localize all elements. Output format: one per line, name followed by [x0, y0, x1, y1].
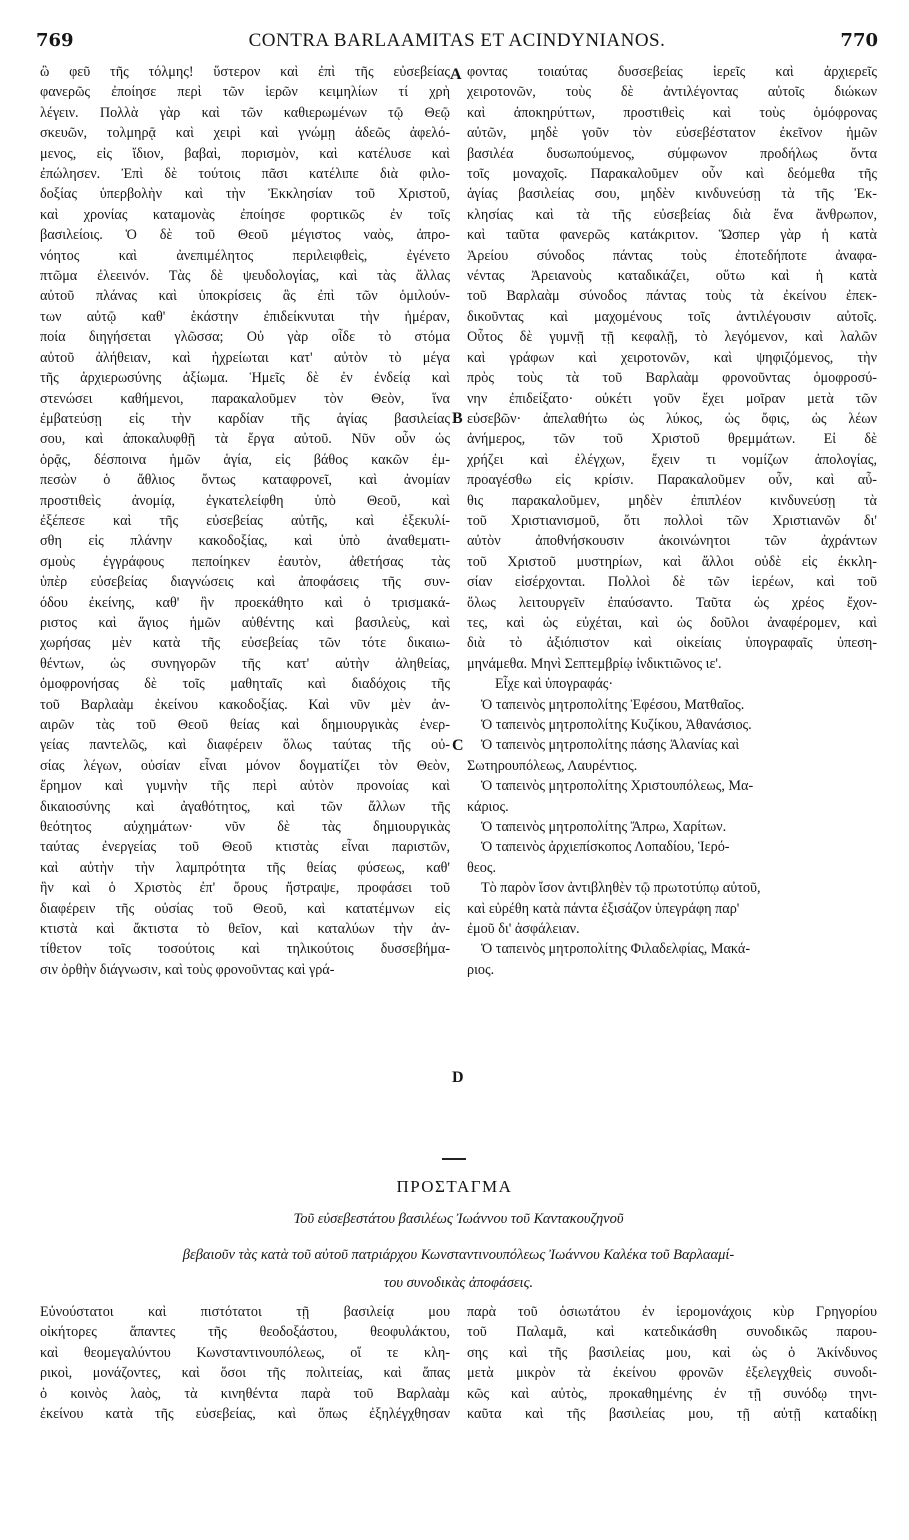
- text-line: Εὐνούστατοι καὶ πιστότατοι τῇ βασιλείᾳ μου: [40, 1304, 450, 1320]
- text-line: ρικοὶ, μονάζοντες, καὶ ὅσοι τῆς πολιτείας, καὶ ἅπας: [40, 1365, 450, 1382]
- text-line: δοξίας ὑπερβολὴν καὶ τὴν Ἐκκλησίαν τοῦ Χριστοῦ,: [40, 186, 450, 203]
- text-line: βασιλείοις. Ὁ δὲ τοῦ Θεοῦ μέγιστος ναὸς, ἀπρο-: [40, 227, 450, 244]
- text-line: ἐμβατεύσῃ εἰς τὴν καρδίαν τῆς ἁγίας βασιλείας: [40, 410, 450, 427]
- text-line: καὶ αὐτὴν τὴν λαμπρότητα τῆς θείας φύσεως, καθ': [40, 859, 450, 876]
- text-line: τοῦ Χριστιανισμοῦ, ὅτι πολλοὶ τῶν Χριστιανῶν δι': [467, 512, 877, 529]
- signature-line: θεος.: [467, 859, 497, 876]
- section-subtitle-3: του συνοδικὰς ἀποφάσεις.: [383, 1275, 534, 1291]
- section-title: ΠΡΟΣΤΑΓΜΑ: [396, 1177, 513, 1196]
- section-subtitle-1: Τοῦ εὐσεβεστάτου βασιλέως Ἰωάννου τοῦ Καντακουζηνοῦ: [293, 1211, 624, 1227]
- text-line: πεσὼν ὁ ἄθλιος ὄντως καταφρονεῖ, καὶ ἀνομίαν: [40, 472, 450, 489]
- text-line: σκευῶν, τολμηρᾷ καὶ χειρὶ καὶ γνώμῃ ἀδεῶς ἀφελό-: [40, 125, 450, 142]
- margin-letter-d: D: [452, 1069, 464, 1086]
- text-line: σθη εἰς πλάνην κακοδοξίας, καὶ ὑπὸ ἀναθεματι-: [40, 533, 450, 550]
- text-line: νην ἐπιδείξατο· οὐκέτι γοῦν ἔχει μοῖραν μετὰ τῶν: [467, 390, 877, 407]
- signature-line: Ὁ ταπεινὸς μητροπολίτης Φιλαδελφίας, Μακά-: [481, 941, 751, 958]
- text-line: πτῶμα ἐλεεινόν. Τὰς δὲ ψευδολογίας, καὶ τὰς ἄλλας: [40, 268, 450, 285]
- text-line: κῶς καὶ αὐτὸς, προκαθημένης ἐν τῇ συνόδῳ τηνι-: [467, 1385, 877, 1402]
- right-column-text: [467, 62, 877, 980]
- text-line: πρὸς τοὺς τὰ τοῦ Βαρλαὰμ φρονοῦντας ὁμοφροσύ-: [467, 370, 877, 387]
- margin-letter-a: A: [450, 66, 462, 83]
- text-line: θεότητος αὐχημάτων· νῦν δὲ τὰς δημιουργικὰς: [40, 819, 450, 836]
- text-line: τες, καὶ ὡς εὐχέται, καὶ ὡς δοῦλοι ἀναφέρομεν, καὶ: [467, 614, 877, 631]
- text-line: παρὰ τοῦ ὁσιωτάτου ἐν ἱερομονάχοις κὺρ Γρηγορίου: [467, 1304, 877, 1320]
- text-line: θέντων, ὡς συνηγορῶν τῆς κατ' αὐτὴν ἀληθείας,: [40, 655, 450, 672]
- signature-line: Ὁ ταπεινὸς μητροπολίτης Χριστουπόλεως, Μα-: [481, 778, 754, 795]
- text-line: νόητος καὶ ἀνεπιμέλητος περιλειφθεὶς, ἐγένετο: [40, 247, 450, 264]
- text-line: σίαν εἰσέρχονται. Πολλοὶ δὲ τῶν ἱερέων, καὶ τοῦ: [467, 574, 877, 591]
- text-line: τοῦ Παλαμᾶ, καὶ κατεδικάσθη συνοδικῶς παρου-: [467, 1324, 877, 1341]
- margin-letter-b: B: [452, 410, 463, 427]
- signatures-intro: Εἶχε καὶ ὑπογραφάς·: [495, 676, 614, 693]
- text-line: θις παρακαλοῦμεν, μηδὲν ἐπιπλέον κινδυνεύσῃ τὰ: [467, 492, 877, 509]
- text-line: όδου ἐκείνης, καθ' ἣν προεκάθητο καὶ ὁ τρισμακά-: [40, 594, 450, 611]
- text-line: ἁγίας βασιλείας σου, μηδὲν κινδυνεύσῃ τὰ τῆς Ἐκ-: [467, 186, 877, 203]
- text-line: σης καὶ τῆς βασιλείας μου, καὶ ὡς ὁ Ἀκίνδυνος: [467, 1344, 877, 1361]
- text-line: αὐτὸν ἀποθνήσκουσιν ἀκοινώνητοι τῶν ἀχράντων: [467, 533, 877, 550]
- text-line: φανερῶς ἐποίησε περὶ τῶν ἱερῶν κειμηλίων τί χρὴ: [40, 84, 450, 101]
- text-line: αιρῶν τὰς τοῦ Θεοῦ θείας καὶ δημιουργικὰς ἐνερ-: [40, 717, 450, 733]
- text-line: τίθετον τοῖς τοσούτοις καὶ τηλικούτοις δυσσεβήμα-: [40, 941, 450, 958]
- text-line: τοῦ Βαρλαὰμ σύνοδος πάντας τοὺς τὰ ἐκείνου ἐπεκ-: [467, 288, 877, 305]
- text-line: γείας παντελῶς, καὶ διαφέρειν ὅλως ταύτας τῆς οὐ-: [40, 737, 450, 754]
- text-line: καὶ θεομεγαλύντου Κωνσταντινουπόλεως, οἵ τε κλη-: [40, 1344, 450, 1361]
- text-line: προστιθεὶς ἀνομίᾳ, ἐγκατελείφθη ὑπὸ Θεοῦ, καὶ: [40, 492, 450, 509]
- text-line: ἔρημον καὶ γυμνὴν τῆς περὶ αὐτὸν προνοίας καὶ: [40, 778, 450, 795]
- bottom-left-column: [40, 1302, 450, 1424]
- section-divider: [442, 1158, 466, 1160]
- text-line: ἐξέπεσε καὶ τῆς εὐσεβείας αὐτῆς, καὶ ἐξεκυλί-: [40, 512, 450, 529]
- text-line: χρήζει καὶ ἐλέγχων, ἔχειν τι νομίζων ἀπολογίας,: [467, 451, 877, 468]
- signature-line: Ὁ ταπεινὸς μητροπολίτης Κυζίκου, Ἀθανάσιος.: [481, 717, 752, 733]
- text-line: μετὰ μικρὸν τὰ ἐκείνου φρονῶν ἐξελεγχθεὶς συνοδι-: [467, 1365, 877, 1382]
- page-number-right: 770: [840, 30, 878, 51]
- text-line: ριστος καὶ ἅγιος ἡμῶν αὐθέντης καὶ βασιλεὺς, καὶ: [40, 614, 450, 631]
- text-line: ὑπὲρ εὐσεβείας διαγνώσεις καὶ ἀποφάσεις τῆς συν-: [40, 574, 450, 591]
- signature-line: Τὸ παρὸν ἴσον ἀντιβληθὲν τῷ πρωτοτύπῳ αὐτοῦ,: [481, 880, 761, 897]
- text-line: τοῖς μοναχοῖς. Παρακαλοῦμεν οὖν καὶ δεόμεθα τῆς: [467, 166, 877, 183]
- text-line: καὶ ταῦτα φανερῶς κατάκριτον. Ὥσπερ γὰρ ἡ κατὰ: [467, 227, 877, 244]
- signature-line: Ὁ ταπεινὸς ἀρχιεπίσκοπος Λοπαδίου, Ἱερό-: [481, 839, 730, 856]
- text-line: των αὐτῷ καθ' ἑκάστην ἐπιδείκνυται τὴν ἡμέραν,: [40, 308, 450, 325]
- text-line: ὢ φεῦ τῆς τόλμης! ὕστερον καὶ ἐπὶ τῆς εὐσεβείας: [40, 64, 450, 80]
- running-title: CONTRA BARLAAMITAS ET ACINDYNIANOS.: [248, 30, 666, 51]
- text-line: αὐτῶν, μηδὲ γοῦν τὸν εὐσεβέστατον ἐκεῖνον ἡμῶν: [467, 125, 877, 142]
- text-line: βασιλέα δυσωπούμενος, σύμφωνον προδήλως ὄντα: [467, 145, 877, 162]
- text-line: δικαιοσύνης καὶ ἀγαθότητος, καὶ τῶν ἄλλων τῆς: [40, 798, 450, 815]
- signature-line: καὶ εὑρέθη κατὰ πάντα ἐξισάζον ὑπεγράφη παρ': [467, 900, 740, 917]
- section-subtitle-2: βεβαιοῦν τὰς κατὰ τοῦ αὐτοῦ πατριάρχου Κωνσταντινουπόλεως Ἰωάννου Καλέκα τοῦ Βαρλααμί-: [182, 1247, 735, 1263]
- text-line: στενώσει καθήμενοι, παρακαλοῦμεν τὸν Θεὸν, ἵνα: [40, 390, 450, 407]
- text-line: καὶ γράφων καὶ χειροτονῶν, καὶ ψηφιζόμενος, τὴν: [467, 349, 877, 366]
- text-line: τοῦ Χριστοῦ μυστηρίων, καὶ ἄλλοι οὐδὲ εἰς ἐκκλη-: [467, 553, 877, 570]
- text-line: διαφέρειν τῆς οὐσίας τοῦ Θεοῦ, καὶ κατατέμνων εἰς: [40, 900, 450, 917]
- signature-line: ἐμοῦ δι' ἀσφάλειαν.: [467, 921, 580, 938]
- text-line: αὐτοῦ ἀλήθειαν, καὶ ἠχρείωται κατ' αὐτὸν τὸ μέγα: [40, 349, 450, 366]
- signature-line: Ὁ ταπεινὸς μητροπολίτης Ἄπρω, Χαρίτων.: [481, 819, 727, 836]
- text-line: καὶ χρονίας καταμονὰς ἐποίησε φορτικῶς ἐν τοῖς: [40, 206, 450, 223]
- text-line: καὶ ἀποκηρύττων, προστιθεὶς καὶ τοὺς ὁμόφρονας: [467, 104, 877, 121]
- text-line: μηνάμεθα. Μηνὶ Σεπτεμβρίῳ ἰνδικτιῶνος ιε'.: [467, 655, 722, 672]
- signature-line: Ὁ ταπεινὸς μητροπολίτης Ἐφέσου, Ματθαῖος.: [481, 696, 745, 713]
- text-line: φοντας τοιαύτας δυσσεβείας ἱερεῖς καὶ ἀρχιερεῖς: [467, 64, 877, 80]
- left-column-text: [40, 62, 450, 980]
- text-line: εὐσεβῶν· ἀπελαθήτω ὡς λύκος, ὡς ὄφις, ὡς λέων: [467, 410, 877, 427]
- text-line: ἐκείνου κατὰ τῆς εὐσεβείας, καὶ ὅπως ἐξηλέγχθησαν: [40, 1406, 450, 1423]
- text-line: χειροτονῶν, τοὺς δὲ ἀντιλέγοντας αὐτοῖς διώκων: [467, 84, 877, 101]
- text-line: τοῦ Βαρλαὰμ ἐκείνου κακοδοξίας. Καὶ νῦν μὲν ἀν-: [40, 696, 450, 713]
- text-line: ἀνήμερος, τῶν τοῦ Χριστοῦ θρεμμάτων. Εἰ δὲ: [467, 431, 877, 448]
- margin-letter-c: C: [452, 737, 464, 754]
- text-line: ὁ κοινὸς λαὸς, τὰ κινηθέντα παρὰ τοῦ Βαρλαὰμ: [40, 1385, 450, 1402]
- signature-line: Σωτηρουπόλεως, Λαυρέντιος.: [467, 757, 638, 774]
- bottom-right-column: [467, 1302, 877, 1424]
- text-line: χωρήσας μὲν κατὰ τῆς εὐσεβείας τῶν τότε δικαιω-: [40, 635, 450, 652]
- running-header: [36, 30, 878, 56]
- text-line: ἐπώλησεν. Ἐπὶ δὲ τούτοις πᾶσι κατέλιπε διὰ φιλο-: [40, 166, 450, 183]
- text-line: ὅλως λειτουργεῖν ἐπαύσαντο. Ταῦτα ὡς χρέος ἔχον-: [467, 594, 877, 611]
- text-line: σίας λέγων, οὐσίαν εἶναι μόνον δογματίζει τὸν Θεὸν,: [40, 757, 450, 774]
- text-line: Οὗτος δὲ γυμνῇ τῇ κεφαλῇ, τὸ λεγόμενον, καὶ λαλῶν: [467, 329, 877, 346]
- text-line: κλησίας καὶ τὰ τῆς εὐσεβείας διὰ ἕνα ἄνθρωπον,: [467, 206, 877, 223]
- text-line: καῦτα καὶ τῆς βασιλείας μου, τῇ αὐτῇ καταδίκῃ: [467, 1406, 877, 1423]
- text-line: Ἀρείου σύνοδος πάντας τοὺς ἐποτεδήποτε ἀναφα-: [467, 247, 877, 264]
- text-line: δικοῦντας καὶ μαχομένους τοῖς ἀντιλέγουσιν αὐτοῖς.: [467, 308, 877, 325]
- text-line: σου, καὶ ἀποκαλυφθῇ τὰ ἔργα αὐτοῦ. Νῦν οὖν ὡς: [40, 431, 450, 448]
- page-number-left: 769: [36, 30, 74, 51]
- text-line: προαγέσθω εἰς κρίσιν. Παρακαλοῦμεν οὖν, καὶ αὖ-: [467, 472, 877, 489]
- text-line: ποία διηγήσεται γλῶσσα; Οὐ γὰρ οἶδε τὸ στόμα: [40, 329, 450, 346]
- signature-line: Ὁ ταπεινὸς μητροπολίτης πάσης Ἀλανίας καὶ: [481, 737, 740, 754]
- signature-line: ριος.: [467, 961, 495, 978]
- text-line: αὐτοῦ πλάνας καὶ ὑποκρίσεις ἃς ἐπὶ τῶν ὁμιλούν-: [40, 288, 450, 305]
- text-line: τῆς ἀρχιερωσύνης ἀξίωμα. Ἡμεῖς δὲ ἐν ἐνδείᾳ καὶ: [40, 370, 450, 387]
- text-line: μενος, εἰς ἴδιον, βαβαὶ, πορισμὸν, καὶ κατέλυσε καὶ: [40, 145, 450, 162]
- text-line: ὁρᾷς, δέσποινα ἡμῶν ἁγία, εἰς βάθος κακῶν ἐμ-: [40, 451, 450, 468]
- text-line: οἰκήτορες ἅπαντες τῆς θεοδοξάστου, θεοφυλάκτου,: [40, 1324, 450, 1341]
- text-line: λέγειν. Πολλὰ γὰρ καὶ τῶν καθιερωμένων τῷ Θεῷ: [40, 104, 450, 121]
- text-line: κτιστὰ καὶ ἄκτιστα τὸ θεῖον, καὶ καταλύων τὴν ἀν-: [40, 921, 450, 938]
- text-line: διὰ τὸ ἀξιόπιστον καὶ οἰκείαις ὑπογραφαῖς ὑπεση-: [467, 635, 877, 652]
- text-line: ὁμοφρονήσας δὲ τοῖς μαθηταῖς καὶ διαδόχοις τῆς: [40, 676, 450, 693]
- text-line: ἣν καὶ ὁ Χριστὸς ἐπ' ὄρους ἤστραψε, προφάσει τοῦ: [40, 880, 450, 897]
- text-line: ταύτας ἐνεργείας τοῦ Θεοῦ κτιστὰς εἶναι παριστῶν,: [40, 839, 450, 856]
- signature-line: κάριος.: [467, 798, 509, 815]
- text-line: σμοὺς ἐγγράφους πεποίηκεν ἑαυτὸν, ἀθετήσας τὰς: [40, 553, 450, 570]
- text-line: νέντας Ἀρειανοὺς καταδικάζει, οὕτω καὶ ἡ κατὰ: [467, 268, 877, 285]
- text-line: σιν ὀρθὴν διάγνωσιν, καὶ τοὺς φρονοῦντας καὶ γρά-: [40, 961, 335, 978]
